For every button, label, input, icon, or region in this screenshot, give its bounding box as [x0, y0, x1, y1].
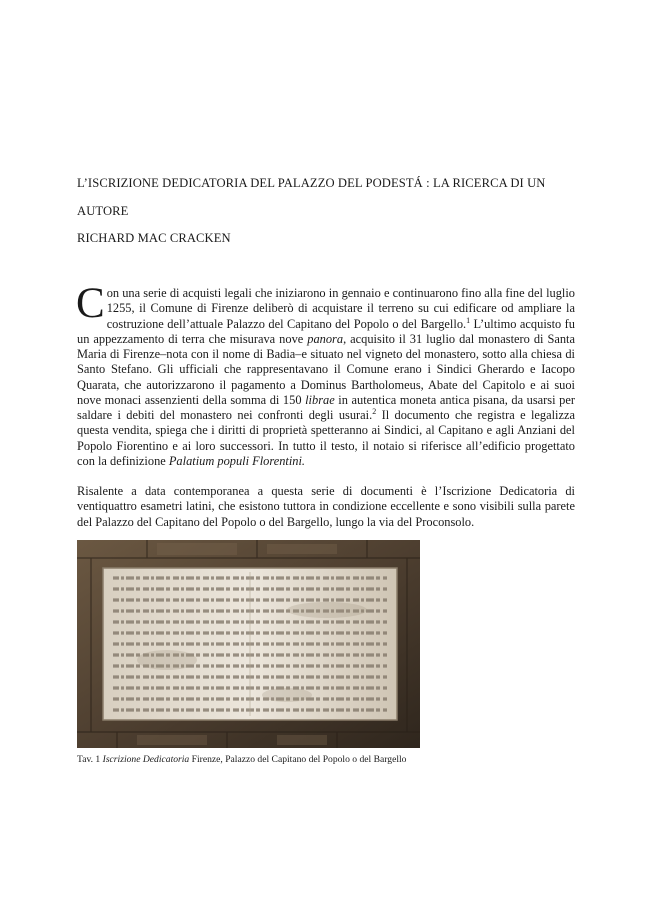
- inscription-photo: [77, 540, 420, 748]
- document-author: RICHARD MAC CRACKEN: [77, 231, 231, 245]
- caption-prefix: Tav. 1: [77, 754, 103, 765]
- paragraph-1-text-a: on una serie di acquisti legali che iniziarono in gennaio e continuarono fino alla fine del luglio 1255, il Comune di Firenze deliberò di acquistare il terreno su cui edificare od ampliare la costruzione dell’attuale Palazzo del Capitano del Popolo o del Bargello.: [106, 286, 575, 331]
- figure-caption: [77, 754, 406, 765]
- footnote-ref-1[interactable]: 1: [466, 315, 471, 325]
- paragraph-1-text-d: in autentica moneta antica pisana, da usarsi per saldare i debiti del monastero nei confronti degli usurai.: [77, 392, 575, 422]
- italic-term-palatium: Palatium populi Florentini.: [168, 453, 306, 468]
- paragraph-1-text-c: , acquisito il 31 luglio dal monastero di Santa Maria di Firenze–nota con il nome di Badia–e situato nel vigneto del monastero, sotto alla chiesa di Santo Stefano. Gli ufficiali che rappresentavano il Comune erano i Sindici Gherardo e Iacopo Quarata, che autorizzarono il pagamento a Dominus Bartholomeus, Abate del Capitolo e ai suoi nove monaci assenzienti della somma di 150: [77, 331, 575, 407]
- document-title-line-2: AUTORE: [77, 204, 129, 218]
- document-title-line-1: L’ISCRIZIONE DEDICATORIA DEL PALAZZO DEL PODESTÁ : LA RICERCA DI UN: [77, 176, 546, 190]
- footnote-ref-2[interactable]: 2: [372, 406, 377, 416]
- caption-italic: Iscrizione Dedicatoria: [102, 754, 190, 765]
- paragraph-1-text-e: Il documento che registra e legalizza questa vendita, spiega che i diritti di proprietà spetteranno ai Sindici, al Capitano e agli Anziani del Popolo Fiorentino e ai loro successori. In tutto il testo, il notaio si riferisce all’edificio progettato con la definizione: [77, 408, 575, 468]
- body-paragraph-2: Risalente a data contemporanea a questa serie di documenti è l’Iscrizione Dedicatoria di ventiquattro esametri latini, che esistono tuttora in condizione eccellente e sono visibili sulla parete del Palazzo del Capitano del Popolo o del Bargello, lungo la via del Proconsolo.: [77, 484, 575, 529]
- italic-term-librae: librae: [305, 392, 335, 407]
- body-paragraph-1: [76, 280, 575, 469]
- caption-suffix: Firenze, Palazzo del Capitano del Popolo o del Bargello: [189, 754, 407, 765]
- drop-cap: C: [76, 280, 105, 327]
- paragraph-1-text-b: L’ultimo acquisto fu un appezzamento di terra che misurava nove: [77, 316, 575, 346]
- italic-term-panora: panora: [307, 331, 344, 346]
- inscription-photo-graphic: [77, 540, 420, 748]
